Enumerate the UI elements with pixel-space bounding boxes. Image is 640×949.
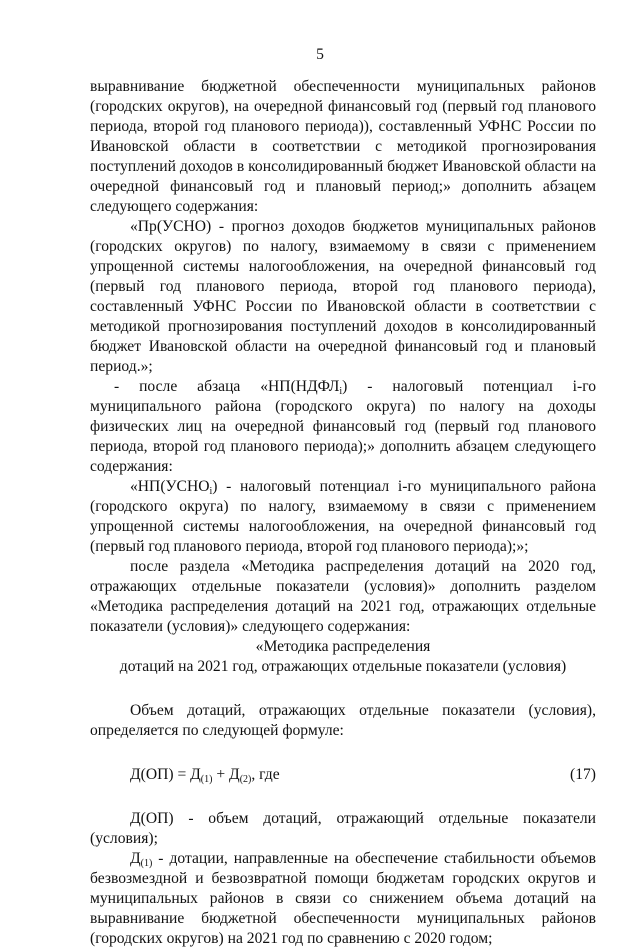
formula-row — [90, 765, 596, 785]
formula-number: (17) — [570, 766, 596, 783]
section-heading-line-2: дотаций на 2021 год, отражающих отдельные показатели (условия) — [119, 658, 567, 675]
definition: $Д_{(1)}$ - дотации, направленные на обеспечение стабильности объемов безвозмездной и безвозвратной помощи бюджетам городских округов и муниципальных районов в связи со снижением объема дотаций на выравнивание бюджетной обеспеченности муниципальных районов (городских округов) на 2021 год по сравнению с 2020 годом; — [90, 850, 596, 947]
paragraph: после раздела «Методика распределения дотаций на 2020 год, отражающих отдельные показатели (условия)» дополнить разделом «Методика распределения дотаций на 2021 год, отражающих отдельные показатели (условия)» следующего содержания: — [90, 558, 596, 635]
paragraph: «Пр(УСНО) - прогноз доходов бюджетов муниципальных районов (городских округов) по налогу, взимаемому в связи с применением упрощенной системы налогообложения, на очередной финансовый год (первый год планового периода, второй год планового периода), составленный УФНС России по Ивановской области в соответствии с методикой прогнозирования поступлений доходов в консолидированный бюджет Ивановской области на очередной финансовый год и плановый период.»; — [90, 218, 596, 375]
document-body — [90, 77, 596, 949]
formula: $Д(ОП) = Д_{(1)} + Д_{(2)}$, где — [130, 766, 280, 785]
paragraph: «$НП(УСНО_i)$ - налоговый потенциал i-го муниципального района (городского округа) по налогу, взимаемому в связи с применением упрощенной системы налогообложения, на очередной финансовый год (первый год планового периода, второй год планового периода);»; — [90, 478, 596, 555]
formula-intro: Объем дотаций, отражающих отдельные показатели (условия), определяется по следующей формуле: — [90, 702, 596, 739]
page-number: 5 — [316, 46, 324, 63]
paragraph: - после абзаца «$НП(НДФЛ_i)$ - налоговый потенциал i-го муниципального района (городского округа) по налогу на доходы физических лиц на очередной финансовый год (первый год планового периода, второй год планового периода);» дополнить абзацем следующего содержания: — [90, 378, 596, 475]
definition: Д(ОП) - объем дотаций, отражающий отдельные показатели (условия); — [90, 810, 596, 847]
paragraph: выравнивание бюджетной обеспеченности муниципальных районов (городских округов), на очередной финансовый год (первый год планового периода, второй год планового периода)), составленный УФНС России по Ивановской области в соответствии с методикой прогнозирования поступлений доходов в консолидированный бюджет Ивановской области на очередной финансовый год и плановый период;» дополнить абзацем следующего содержания: — [90, 78, 596, 215]
section-heading-line-1: «Методика распределения — [255, 638, 431, 655]
